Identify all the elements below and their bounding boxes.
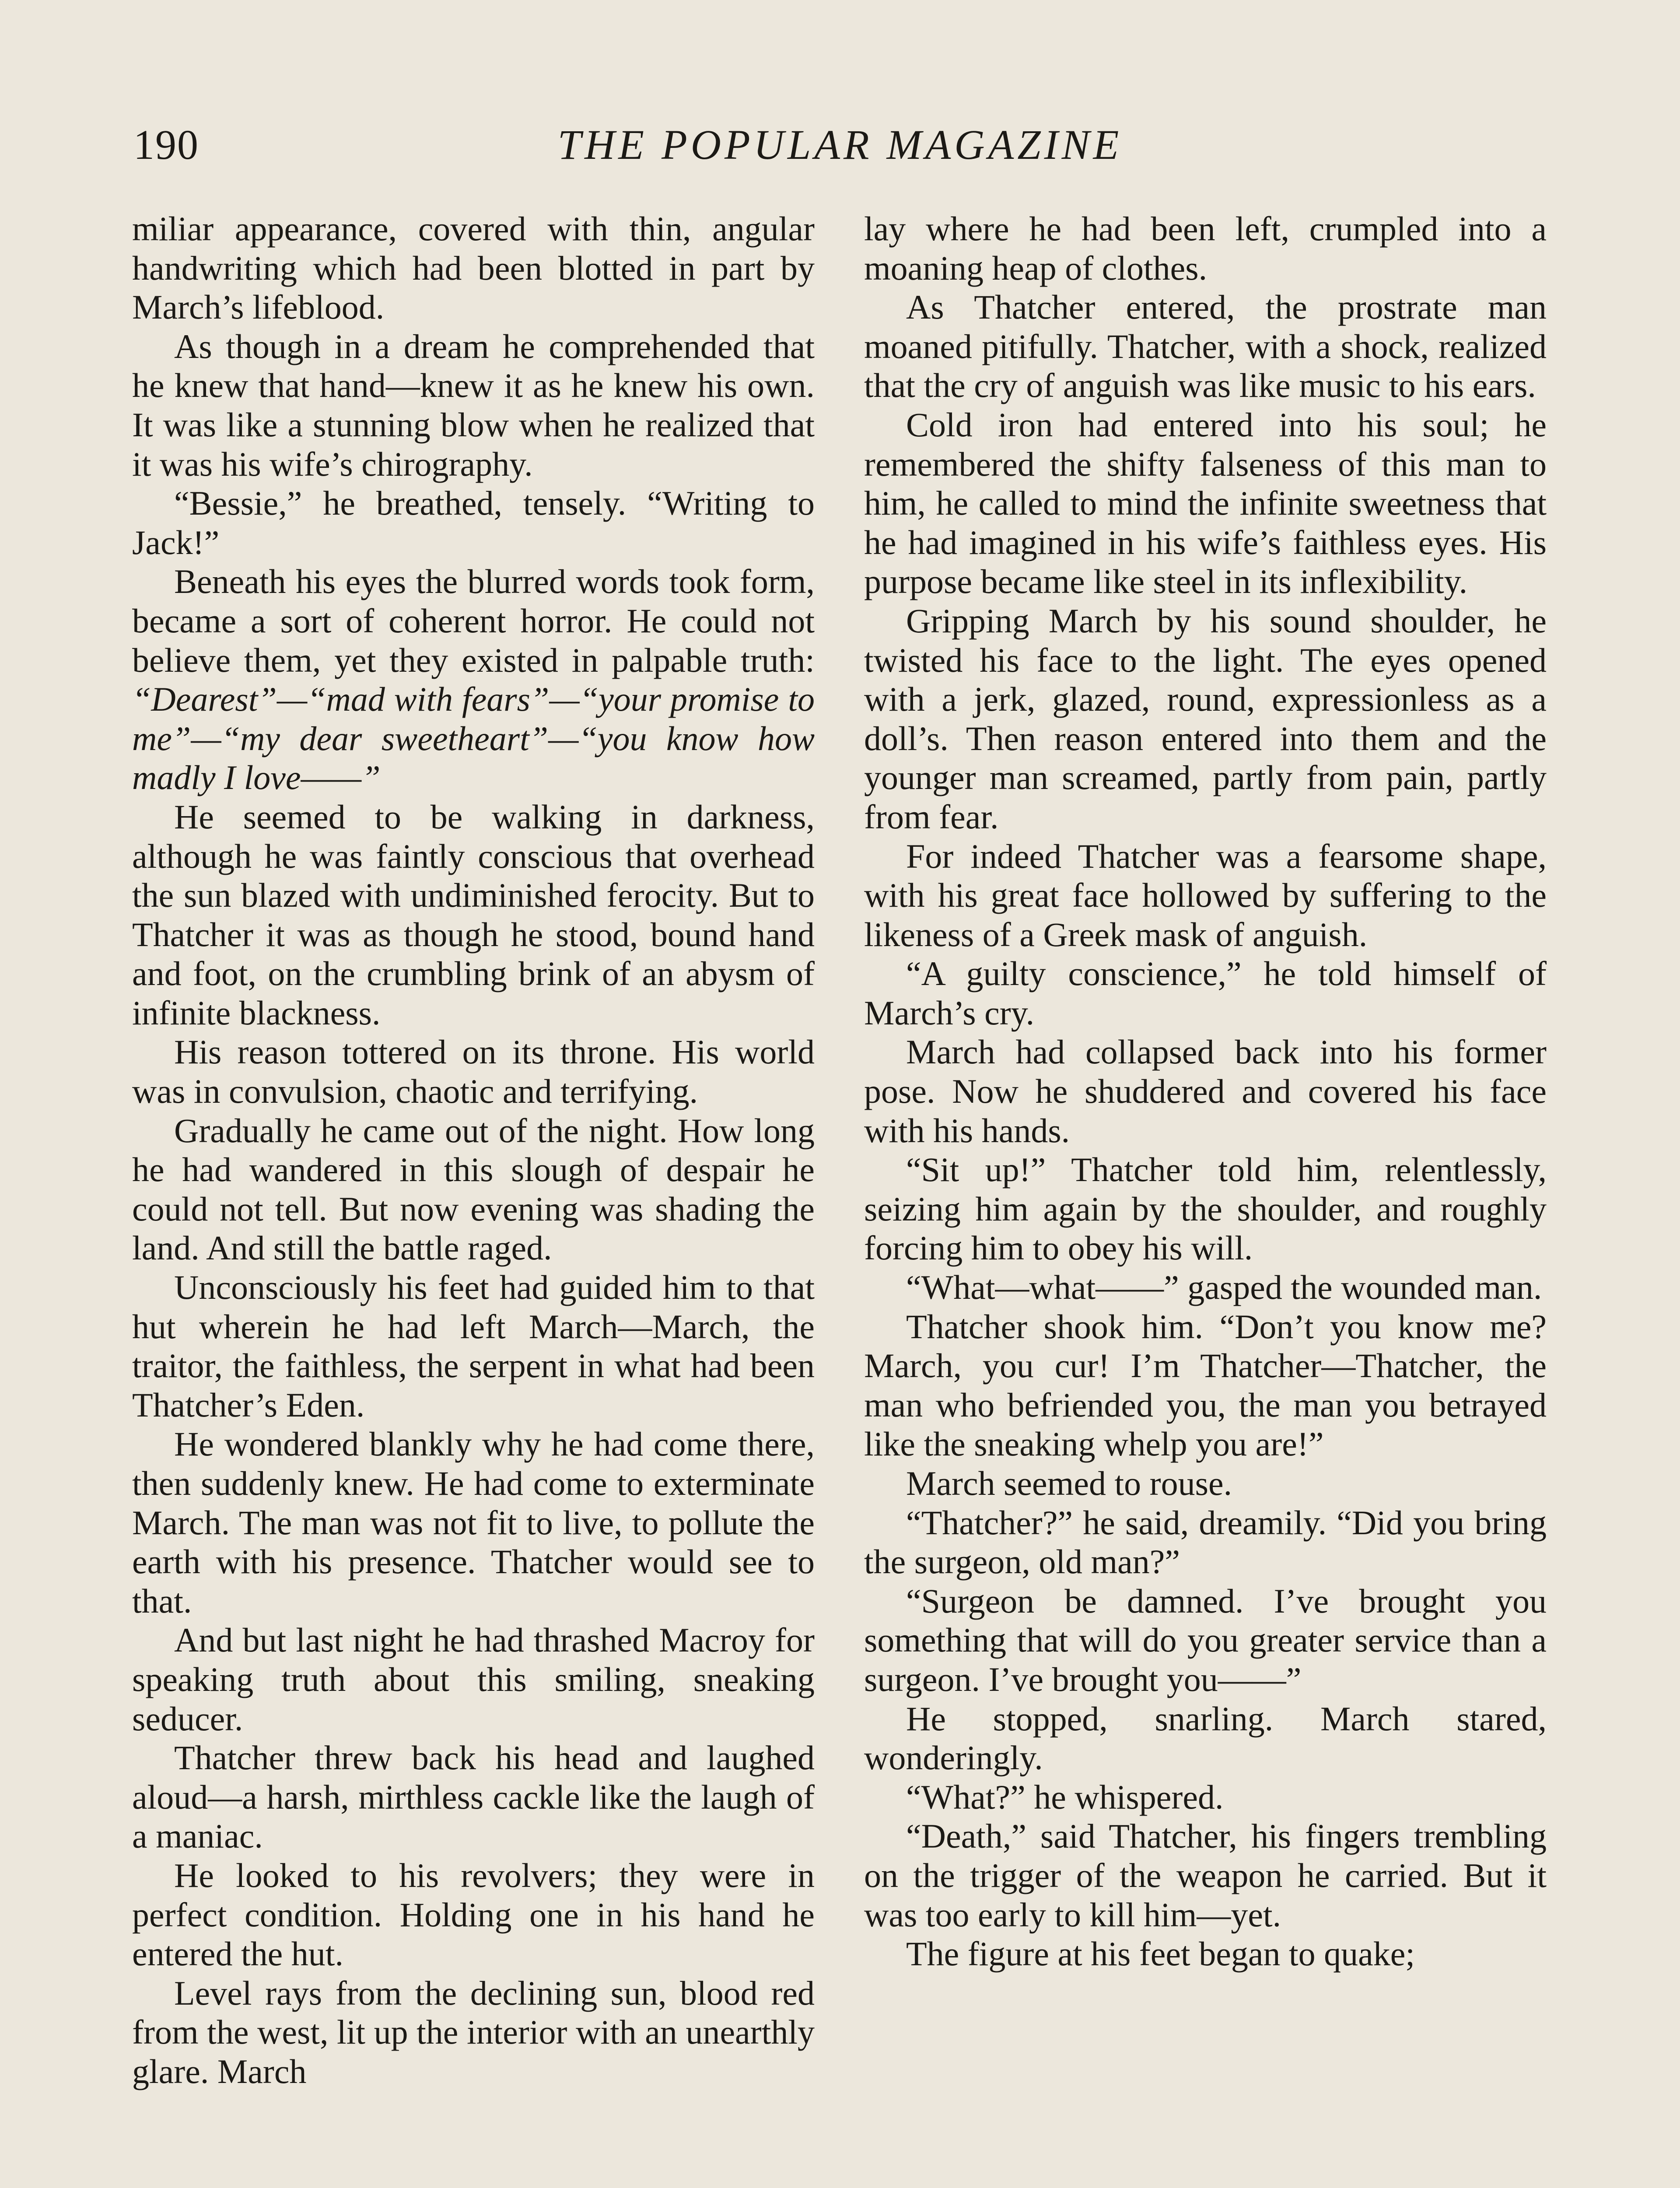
paragraph: Cold iron had entered into his soul; he remembered the shifty falseness of this man to him, he called to mind the infinite sweetness that he had imagined in his wife’s faithless eyes. His purpose became like steel in its inflexibility. — [864, 405, 1547, 601]
paragraph: “A guilty conscience,” he told himself of March’s cry. — [864, 954, 1547, 1032]
paragraph: “What?” he whispered. — [906, 1778, 1224, 1816]
paragraph: He seemed to be walking in darkness, although he was faintly conscious that overhead the sun blazed with undiminished ferocity. But to Thatcher it was as though he stood, bound hand and foot, on the crumbling brink of an abysm of infinite blackness. — [132, 797, 815, 1032]
paragraph: As though in a dream he comprehended that he knew that hand—knew it as he knew his own. It was like a stunning blow when he realized that it was his wife’s chirography. — [132, 327, 815, 483]
paragraph: And but last night he had thrashed Macroy for speaking truth about this smiling, sneaking seducer. — [132, 1621, 815, 1738]
paragraph: Gripping March by his sound shoulder, he twisted his face to the light. The eyes opened with a jerk, glazed, round, expressionless as a doll’s. Then reason entered into them and the younger man screamed, partly from pain, partly from fear. — [864, 601, 1547, 836]
paragraph: The figure at his feet began to quake; — [906, 1935, 1415, 1973]
paragraph: Thatcher shook him. “Don’t you know me? March, you cur! I’m Thatcher—Thatcher, the man who befriended you, the man you betrayed like the sneaking whelp you are!” — [864, 1307, 1547, 1463]
paragraph: He stopped, snarling. March stared, wonderingly. — [864, 1699, 1547, 1777]
paragraph: He looked to his revolvers; they were in perfect condition. Holding one in his hand he entered the hut. — [132, 1856, 815, 1973]
paragraph-text: Beneath his eyes the blurred words took form, became a sort of coherent horror. He could not believe them, yet they existed in palpable truth: — [132, 562, 815, 679]
paragraph: “Thatcher?” he said, dreamily. “Did you bring the surgeon, old man?” — [864, 1503, 1547, 1581]
paragraph: March seemed to rouse. — [906, 1464, 1232, 1502]
paragraph: Level rays from the declining sun, blood red from the west, lit up the interior with an unearthly glare. March — [132, 1974, 815, 2090]
paragraph-with-letter — [132, 562, 815, 797]
paragraph: Thatcher threw back his head and laughed aloud—a harsh, mirthless cackle like the laugh of a maniac. — [132, 1739, 815, 1855]
running-title: THE POPULAR MAGAZINE — [557, 121, 1123, 168]
left-column — [132, 209, 815, 2091]
paragraph: As Thatcher entered, the prostrate man moaned pitifully. Thatcher, with a shock, realized that the cry of anguish was like music to his ears. — [864, 288, 1547, 405]
paragraph: He wondered blankly why he had come there, then suddenly knew. He had come to exterminate March. The man was not fit to live, to pollute the earth with his presence. Thatcher would see to that. — [132, 1425, 815, 1620]
paragraph: “Bessie,” he breathed, tensely. “Writing to Jack!” — [132, 484, 815, 561]
paragraph: miliar appearance, covered with thin, angular handwriting which had been blotted in part by March’s lifeblood. — [132, 210, 815, 326]
paragraph: “Death,” said Thatcher, his fingers trembling on the trigger of the weapon he carried. But it was too early to kill him—yet. — [864, 1817, 1547, 1934]
paragraph: “Surgeon be damned. I’ve brought you something that will do you greater service than a surgeon. I’ve brought you——” — [864, 1581, 1547, 1698]
paragraph: lay where he had been left, crumpled into a moaning heap of clothes. — [864, 210, 1547, 287]
right-column — [864, 209, 1547, 1974]
page-number: 190 — [133, 121, 199, 168]
paragraph: Unconsciously his feet had guided him to that hut wherein he had left March—March, the traitor, the faithless, the serpent in what had been Thatcher’s Eden. — [132, 1268, 815, 1424]
paragraph: March had collapsed back into his former pose. Now he shuddered and covered his face with his hands. — [864, 1033, 1547, 1150]
paragraph: “What—what——” gasped the wounded man. — [906, 1268, 1542, 1307]
letter-excerpt: “Dearest”—“mad with fears”—“your promise to me”—“my dear sweetheart”—“you know how madly I love——” — [132, 680, 815, 797]
paragraph: For indeed Thatcher was a fearsome shape, with his great face hollowed by suffering to the likeness of a Greek mask of anguish. — [864, 837, 1547, 954]
paragraph: Gradually he came out of the night. How long he had wandered in this slough of despair he could not tell. But now evening was shading the land. And still the battle raged. — [132, 1111, 815, 1267]
paragraph: His reason tottered on its throne. His world was in convulsion, chaotic and terrifying. — [132, 1033, 815, 1111]
paragraph: “Sit up!” Thatcher told him, relentlessly, seizing him again by the shoulder, and roughly forcing him to obey his will. — [864, 1150, 1547, 1267]
